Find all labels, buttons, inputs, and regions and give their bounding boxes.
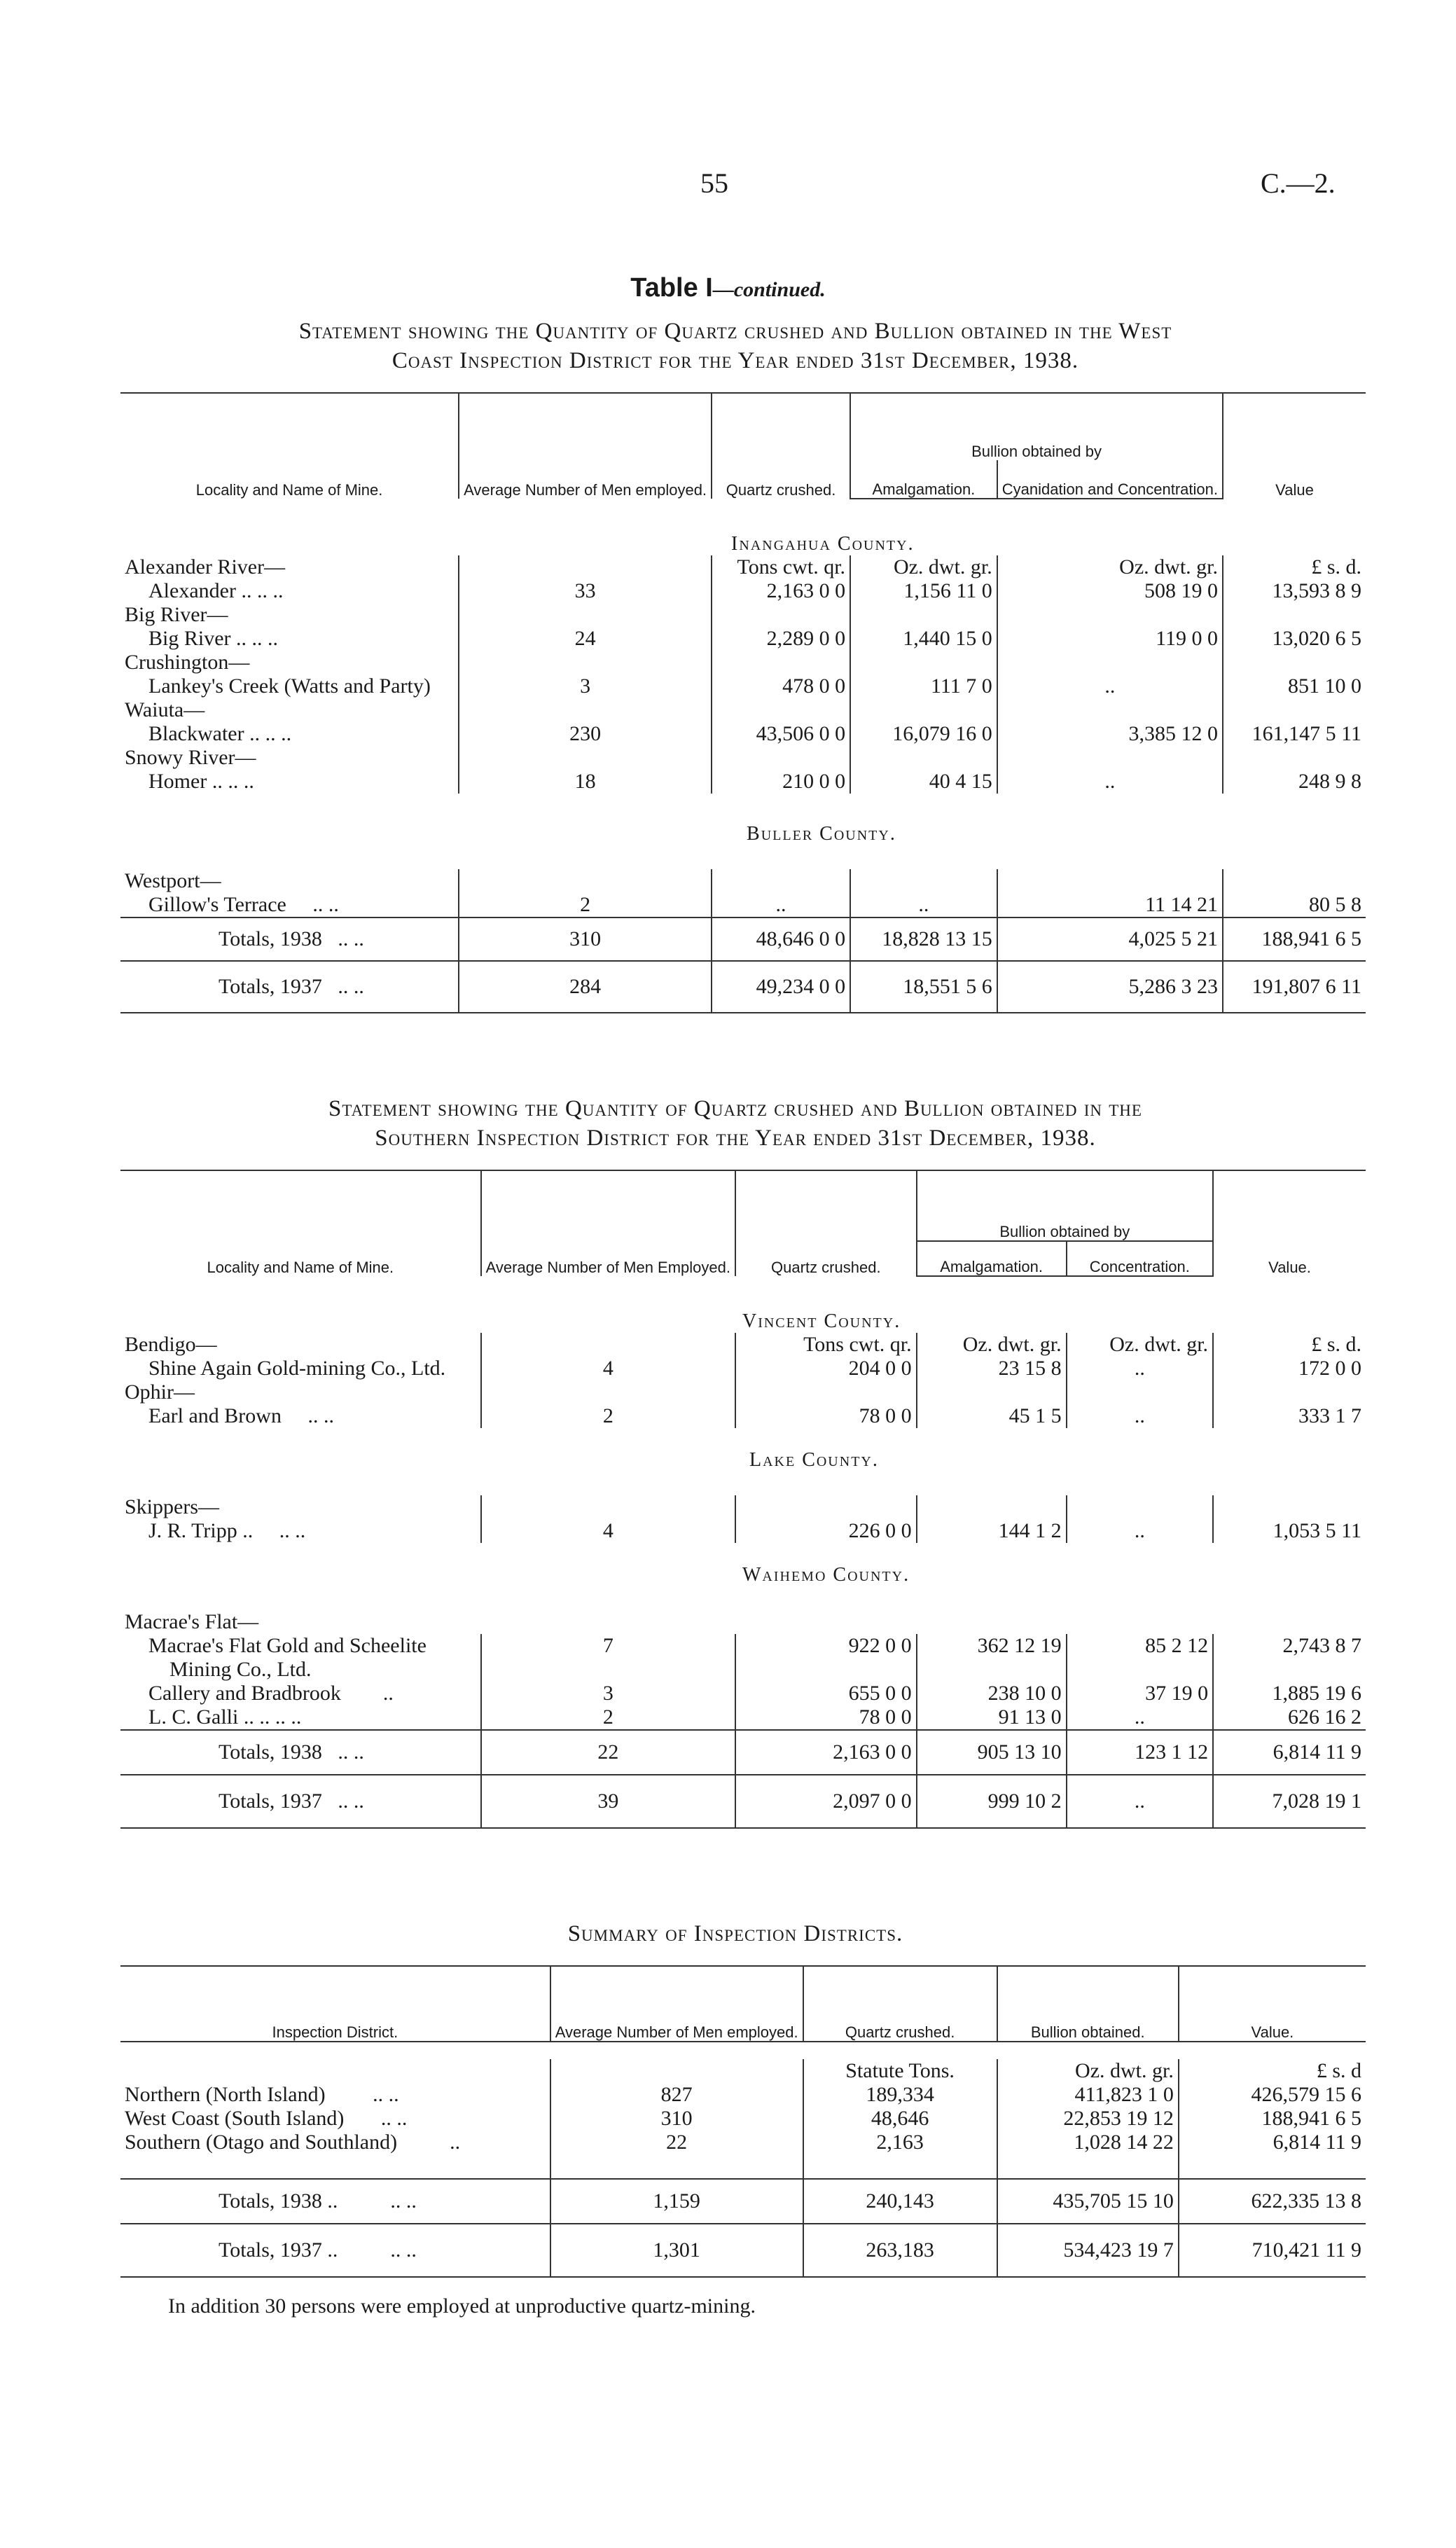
table-row: Callery and Bradbrook .. 3 655 0 0 238 10 0 37 19 0 1,885 19 6 <box>120 1682 1366 1705</box>
totals-row: Totals, 1937 .. .. 284 49,234 0 0 18,551 5 6 5,286 3 23 191,807 6 11 <box>120 961 1366 1013</box>
table-row: Alexander .. .. .. 33 2,163 0 0 1,156 11 0 508 19 0 13,593 8 9 <box>120 579 1366 603</box>
county-name: Vincent County. <box>742 1310 901 1332</box>
col-header-men: Average Number of Men employed. <box>550 1966 803 2042</box>
table-row: Big River .. .. .. 24 2,289 0 0 1,440 15 0 119 0 0 13,020 6 5 <box>120 627 1366 651</box>
footnote: In addition 30 persons were employed at unproductive quartz-mining. <box>168 2294 756 2318</box>
west-coast-table: Locality and Name of Mine. Average Number of Men employed. Quartz crushed. Bullion obtained by Value Amalgamation. Cyanidation and Concentration. Inangahua County. Alexander River— Tons cwt. qr. Oz. dwt. gr. Oz. dwt. gr. £ s. d. Alexander .. .. .. 33 2,163 0 0 1,156 11 0 508 19 0 13,593 8 9 Big River— Big River .. .. .. 24 2,289 0 0 1,440 15 0 119 0 0 13,020 6 5 Crushington— Lankey's Creek (Watts and Party) 3 478 0 0 111 7 0 .. 851 10 0 Waiuta— Blackwater .. .. .. 230 43,506 0 0 16,079 16 0 3,385 12 0 161,147 5 11 Snowy River— Homer .. .. .. 18 210 0 0 40 4 15 .. 248 9 8 Buller County. Westport— Gillow's Terrace .. .. 2 .. .. 11 14 21 80 5 8 Totals, 1938 .. .. 310 48,646 0 0 18,828 13 15 4,025 5 21 188,941 6 5 Totals, 1937 .. .. 284 49,234 0 0 18,551 5 6 5,286 3 23 191,807 6 11 <box>120 392 1366 1013</box>
summary-table <box>120 1965 1366 2278</box>
table-row: West Coast (South Island) .. .. 310 48,646 22,853 19 12 188,941 6 5 <box>120 2107 1366 2131</box>
col-header-district: Inspection District. <box>120 1966 550 2042</box>
totals-row: Totals, 1938 .. .. 310 48,646 0 0 18,828 13 15 4,025 5 21 188,941 6 5 <box>120 918 1366 961</box>
totals-row: Totals, 1938 .. .. 22 2,163 0 0 905 13 10 123 1 12 6,814 11 9 <box>120 1730 1366 1775</box>
col-header-value: Value. <box>1213 1170 1366 1276</box>
county-name: Inangahua County. <box>731 533 915 555</box>
table-row: Blackwater .. .. .. 230 43,506 0 0 16,079 16 0 3,385 12 0 161,147 5 11 <box>120 722 1366 746</box>
units-row: Statute Tons. Oz. dwt. gr. £ s. d <box>120 2059 1366 2083</box>
table-row: Homer .. .. .. 18 210 0 0 40 4 15 .. 248 9 8 <box>120 770 1366 794</box>
table-title-main: Table I <box>630 273 713 303</box>
col-header-quartz: Quartz crushed. <box>735 1170 917 1276</box>
page-number: 55 <box>700 167 728 199</box>
table-row: Lankey's Creek (Watts and Party) 3 478 0 0 111 7 0 .. 851 10 0 <box>120 674 1366 698</box>
summary-heading: Summary of Inspection Districts. <box>567 1921 903 1946</box>
units-row: Alexander River— Tons cwt. qr. Oz. dwt. gr. Oz. dwt. gr. £ s. d. <box>120 555 1366 579</box>
table-row: Northern (North Island) .. .. 827 189,334 411,823 1 0 426,579 15 6 <box>120 2083 1366 2107</box>
col-header-cyanidation: Cyanidation and Concentration. <box>997 460 1223 499</box>
county-name: Buller County. <box>747 823 896 845</box>
table-row: Macrae's Flat Gold and Scheelite 7 922 0 0 362 12 19 85 2 12 2,743 8 7 <box>120 1634 1366 1658</box>
col-header-quartz: Quartz crushed. <box>712 393 850 499</box>
southern-heading: Statement showing the Quantity of Quartz crushed and Bullion obtained in the Southern Inspection District for the Year ended 31st December, 1938. <box>328 1096 1142 1151</box>
col-header-bullion: Bullion obtained by <box>850 393 1223 460</box>
table-row: Southern (Otago and Southland) .. 22 2,163 1,028 14 22 6,814 11 9 <box>120 2131 1366 2154</box>
col-header-locality: Locality and Name of Mine. <box>120 1170 481 1276</box>
table-row: Earl and Brown .. .. 2 78 0 0 45 1 5 .. 333 1 7 <box>120 1404 1366 1428</box>
county-name: Waihemo County. <box>742 1564 910 1586</box>
col-header-amalgamation: Amalgamation. <box>850 460 997 499</box>
col-header-quartz: Quartz crushed. <box>803 1966 997 2042</box>
col-header-men: Average Number of Men employed. <box>459 393 712 499</box>
table-row: J. R. Tripp .. .. .. 4 226 0 0 144 1 2 .. 1,053 5 11 <box>120 1519 1366 1543</box>
col-header-value: Value. <box>1179 1966 1366 2042</box>
totals-row: Totals, 1937 .. .. .. 1,301 263,183 534,423 19 7 710,421 11 9 <box>120 2224 1366 2277</box>
table-row: Shine Again Gold-mining Co., Ltd. 4 204 0 0 23 15 8 .. 172 0 0 <box>120 1357 1366 1380</box>
county-name: Lake County. <box>749 1449 879 1471</box>
southern-table: Locality and Name of Mine. Average Number of Men Employed. Quartz crushed. Bullion obtained by Value. Amalgamation. Concentration. Vincent County. Bendigo— Tons cwt. qr. Oz. dwt. gr. Oz. dwt. gr. £ s. d. Shine Again Gold-mining Co., Ltd. 4 204 0 0 23 15 8 .. 172 0 0 Ophir— Earl and Brown .. .. 2 78 0 0 45 1 5 .. 333 1 7 Lake County. Skippers— J. R. Tripp .. .. .. 4 226 0 0 144 1 2 .. 1,053 5 11 Waihemo County. Macrae's Flat— Macrae's Flat Gold and Scheelite 7 922 0 0 362 12 19 85 2 12 2,743 8 7 Mining Co., Ltd. Callery and Bradbrook .. 3 655 0 0 238 10 0 37 19 0 1,885 19 6 L. C. Galli .. .. .. .. 2 78 0 0 91 13 0 .. 626 16 2 Totals, 1938 .. .. 22 2,163 0 0 905 13 10 123 1 12 6,814 11 9 Totals, 1937 .. .. 39 2,097 0 0 999 10 2 .. 7,028 19 1 <box>120 1170 1366 1829</box>
document-code: C.—2. <box>1261 167 1336 199</box>
units-row: Bendigo— Tons cwt. qr. Oz. dwt. gr. Oz. dwt. gr. £ s. d. <box>120 1333 1366 1357</box>
table-row: L. C. Galli .. .. .. .. 2 78 0 0 91 13 0 .. 626 16 2 <box>120 1705 1366 1730</box>
col-header-concentration: Concentration. <box>1067 1241 1213 1276</box>
table-title <box>0 273 1456 303</box>
totals-row: Totals, 1937 .. .. 39 2,097 0 0 999 10 2 .. 7,028 19 1 <box>120 1775 1366 1828</box>
table-row: Gillow's Terrace .. .. 2 .. .. 11 14 21 80 5 8 <box>120 893 1366 918</box>
table-title-suffix: —continued. <box>712 278 826 301</box>
col-header-bullion: Bullion obtained by <box>917 1170 1213 1241</box>
west-coast-heading: Statement showing the Quantity of Quartz crushed and Bullion obtained in the West Coast Inspection District for the Year ended 31st December, 1938. <box>298 319 1172 373</box>
col-header-value: Value <box>1223 393 1366 499</box>
col-header-locality: Locality and Name of Mine. <box>120 393 459 499</box>
col-header-amalgamation: Amalgamation. <box>917 1241 1067 1276</box>
totals-row: Totals, 1938 .. .. .. 1,159 240,143 435,705 15 10 622,335 13 8 <box>120 2179 1366 2224</box>
col-header-men: Average Number of Men Employed. <box>481 1170 735 1276</box>
col-header-bullion: Bullion obtained. <box>997 1966 1179 2042</box>
